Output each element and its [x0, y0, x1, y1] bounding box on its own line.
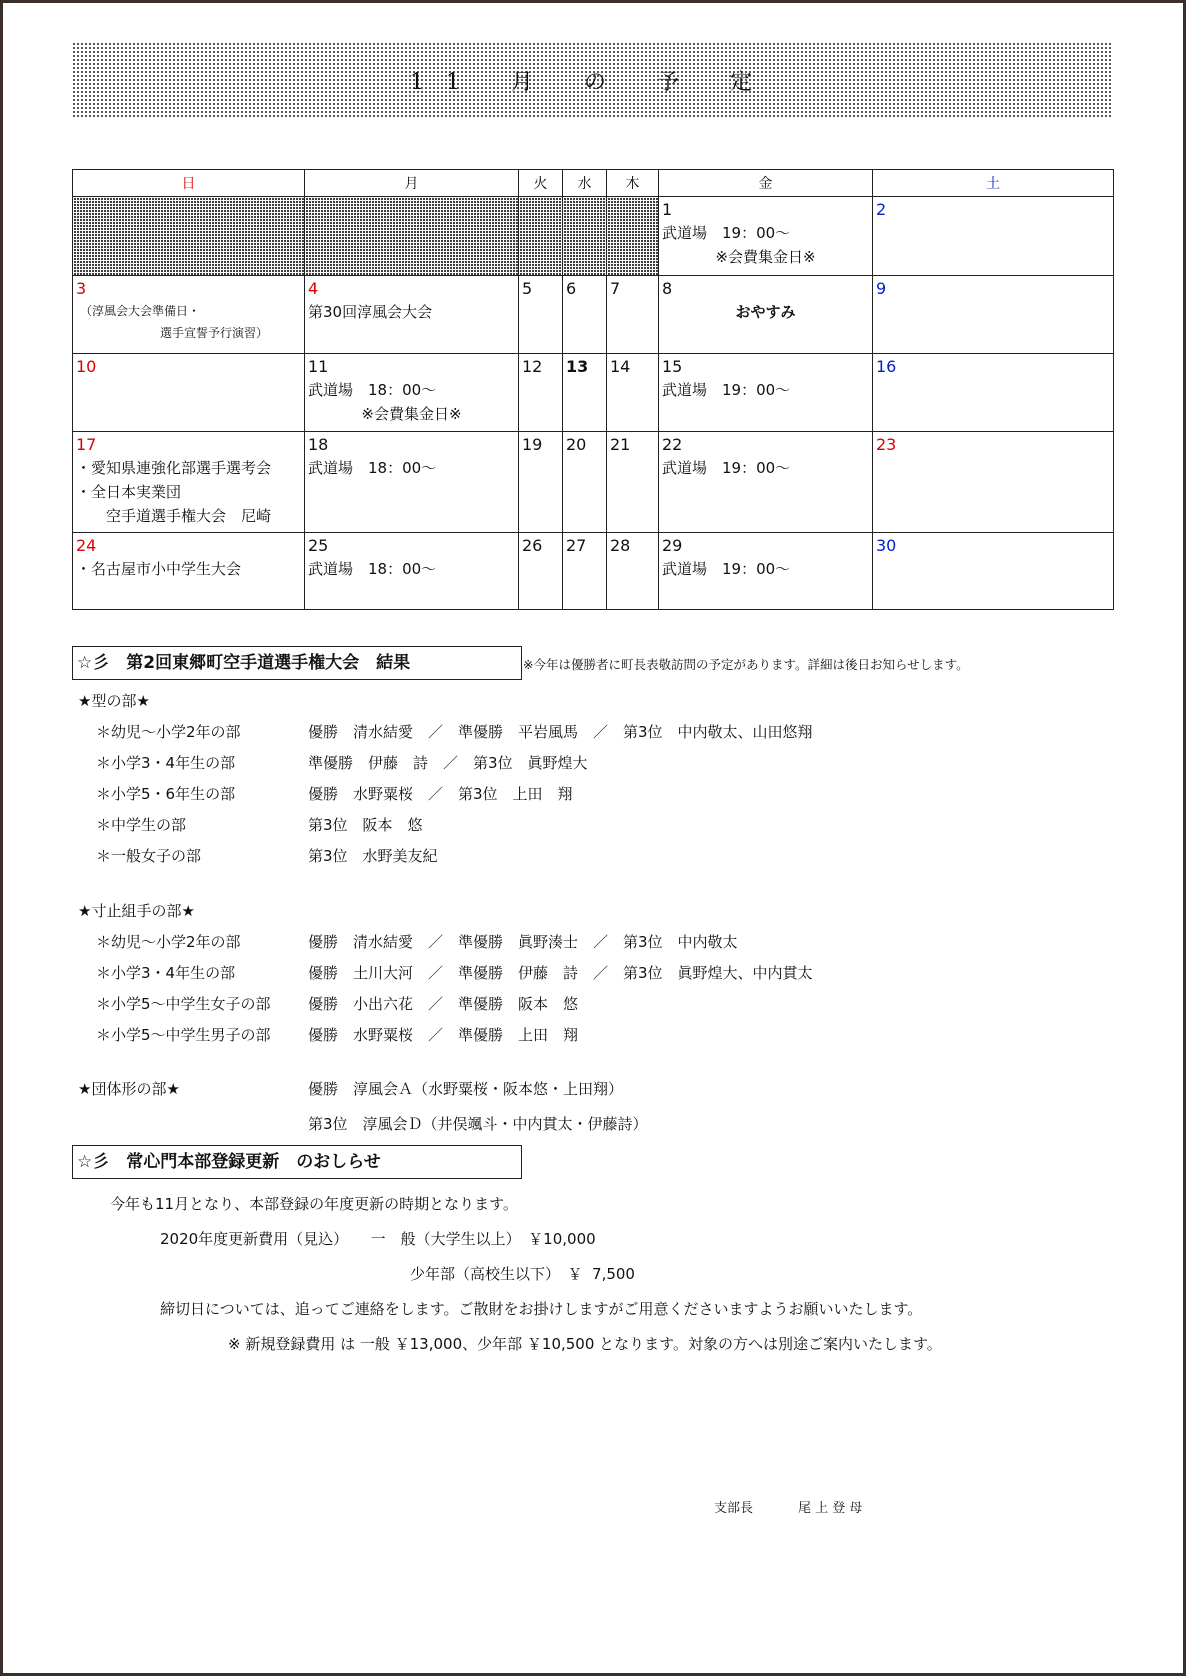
event-text: 武道場 18：00〜	[308, 560, 437, 578]
weekday-thu: 木	[607, 170, 659, 197]
result-text: 優勝 小出六花 ／ 準優勝 阪本 悠	[308, 995, 579, 1013]
day-cell	[73, 533, 305, 610]
empty-day-cell	[73, 197, 305, 276]
day-cell	[73, 354, 305, 432]
month-banner	[72, 42, 1112, 118]
day-number: 23	[876, 435, 897, 454]
day-cell	[659, 432, 873, 533]
day-number: 4	[308, 279, 319, 298]
weekday-wed: 水	[563, 170, 607, 197]
result-text: 優勝 水野粟桜 ／ 第3位 上田 翔	[308, 785, 573, 803]
day-cell	[305, 533, 519, 610]
category-label: ＊幼児〜小学2年の部	[96, 723, 241, 741]
event-text: （淳風会大会準備日・	[80, 304, 201, 318]
day-number: 10	[76, 357, 97, 376]
weekday-sat: 土	[873, 170, 1114, 197]
day-number: 29	[662, 536, 683, 555]
day-number: 21	[610, 435, 631, 454]
event-text: 空手道選手権大会 尼崎	[106, 507, 272, 525]
day-cell	[563, 354, 607, 432]
results-heading: ☆彡 第2回東郷町空手道選手権大会 結果	[72, 646, 522, 680]
notice-text: 締切日については、追ってご連絡をします。ご散財をお掛けしますがご用意くださいますようお願いいたします。	[160, 1300, 923, 1318]
day-cell	[607, 533, 659, 610]
weekday-tue: 火	[519, 170, 563, 197]
results-note: ※今年は優勝者に町長表敬訪問の予定があります。詳細は後日お知らせします。	[523, 657, 969, 672]
event-text: ・愛知県連強化部選手選考会	[76, 459, 272, 477]
event-text: 選手宣誓予行演習）	[160, 326, 269, 340]
day-number: 5	[522, 279, 533, 298]
category-label: ＊中学生の部	[96, 816, 187, 834]
day-number: 24	[76, 536, 97, 555]
result-text: 優勝 淳風会Ａ（水野粟桜・阪本悠・上田翔）	[308, 1080, 624, 1098]
day-number: 11	[308, 357, 329, 376]
result-text: 優勝 清水結愛 ／ 準優勝 眞野湊士 ／ 第3位 中内敬太	[308, 933, 738, 951]
day-cell	[607, 276, 659, 354]
category-label: ＊小学5〜中学生女子の部	[96, 995, 271, 1013]
event-text: 武道場 18：00〜	[308, 381, 437, 399]
day-number: 3	[76, 279, 87, 298]
day-cell	[873, 197, 1114, 276]
result-text: 優勝 水野粟桜 ／ 準優勝 上田 翔	[308, 1026, 579, 1044]
team-title: ★団体形の部★	[78, 1080, 180, 1098]
day-cell	[563, 276, 607, 354]
day-cell	[607, 432, 659, 533]
day-number: 19	[522, 435, 543, 454]
category-label: ＊小学3・4年生の部	[96, 964, 236, 982]
day-number: 1	[662, 200, 673, 219]
signer-role: 支部長	[714, 1501, 754, 1516]
calendar-table	[72, 169, 1114, 610]
day-number: 6	[566, 279, 577, 298]
day-cell	[519, 276, 563, 354]
day-number: 15	[662, 357, 683, 376]
day-cell	[873, 276, 1114, 354]
event-text: 武道場 19：00〜	[662, 224, 791, 242]
day-cell	[873, 354, 1114, 432]
weekday-mon: 月	[305, 170, 519, 197]
day-cell	[873, 432, 1114, 533]
day-cell	[659, 533, 873, 610]
empty-day-cell	[563, 197, 607, 276]
day-cell	[607, 354, 659, 432]
day-number: 2	[876, 200, 887, 219]
event-text: ・全日本実業団	[76, 483, 182, 501]
day-cell	[659, 197, 873, 276]
result-text: 準優勝 伊藤 詩 ／ 第3位 眞野煌大	[308, 754, 588, 772]
day-number: 17	[76, 435, 97, 454]
event-text: ・名古屋市小中学生大会	[76, 560, 242, 578]
event-text: 武道場 19：00〜	[662, 459, 791, 477]
day-number: 16	[876, 357, 897, 376]
banner-title: 11 月 の 予 定	[410, 69, 774, 95]
day-cell	[73, 432, 305, 533]
day-number: 9	[876, 279, 887, 298]
notice-text: 今年も11月となり、本部登録の年度更新の時期となります。	[110, 1195, 518, 1213]
notice-heading: ☆彡 常心門本部登録更新 のおしらせ	[72, 1145, 522, 1179]
category-label: ＊小学5〜中学生男子の部	[96, 1026, 271, 1044]
result-text: 第3位 水野美友紀	[308, 847, 438, 865]
result-text: 第3位 淳風会Ｄ（井俣颯斗・中内貫太・伊藤詩）	[308, 1115, 648, 1133]
day-number: 28	[610, 536, 631, 555]
day-number: 27	[566, 536, 587, 555]
event-text: 武道場 18：00〜	[308, 459, 437, 477]
event-text: おやすみ	[735, 303, 796, 321]
day-cell	[519, 533, 563, 610]
day-cell	[519, 354, 563, 432]
category-label: ＊幼児〜小学2年の部	[96, 933, 241, 951]
day-number: 25	[308, 536, 329, 555]
empty-day-cell	[305, 197, 519, 276]
day-cell	[563, 432, 607, 533]
day-number: 26	[522, 536, 543, 555]
category-label: ＊小学5・6年生の部	[96, 785, 236, 803]
day-number: 13	[566, 357, 589, 376]
signer-name: 尾 上 登 母	[798, 1501, 863, 1516]
event-text: 武道場 19：00〜	[662, 381, 791, 399]
day-number: 22	[662, 435, 683, 454]
day-cell	[305, 276, 519, 354]
notice-text: ※ 新規登録費用 は 一般 ￥13,000、少年部 ￥10,500 となります。対象の方へは別途ご案内いたします。	[228, 1335, 942, 1353]
day-number: 30	[876, 536, 897, 555]
day-cell	[873, 533, 1114, 610]
day-cell	[563, 533, 607, 610]
kumite-title: ★寸止組手の部★	[78, 902, 195, 920]
empty-day-cell	[519, 197, 563, 276]
day-cell	[73, 276, 305, 354]
day-number: 7	[610, 279, 621, 298]
result-text: 優勝 土川大河 ／ 準優勝 伊藤 詩 ／ 第3位 眞野煌大、中内貫太	[308, 964, 813, 982]
day-number: 20	[566, 435, 587, 454]
day-cell	[305, 432, 519, 533]
day-number: 18	[308, 435, 329, 454]
fee-line: 2020年度更新費用（見込） 一 般（大学生以上） ￥10,000	[160, 1230, 596, 1248]
result-text: 第3位 阪本 悠	[308, 816, 423, 834]
result-text: 優勝 清水結愛 ／ 準優勝 平岩風馬 ／ 第3位 中内敬太、山田悠翔	[308, 723, 813, 741]
day-number: 14	[610, 357, 631, 376]
day-cell	[305, 354, 519, 432]
category-label: ＊小学3・4年生の部	[96, 754, 236, 772]
kata-title: ★型の部★	[78, 692, 150, 710]
category-label: ＊一般女子の部	[96, 847, 202, 865]
empty-day-cell	[607, 197, 659, 276]
event-text: ※会費集金日※	[715, 248, 816, 266]
weekday-fri: 金	[659, 170, 873, 197]
weekday-sun: 日	[73, 170, 305, 197]
day-number: 12	[522, 357, 543, 376]
day-cell	[519, 432, 563, 533]
event-text: 第30回淳風会大会	[308, 303, 433, 321]
day-cell	[659, 354, 873, 432]
event-text: ※会費集金日※	[361, 405, 462, 423]
event-text: 武道場 19：00〜	[662, 560, 791, 578]
day-number: 8	[662, 279, 673, 298]
day-cell	[659, 276, 873, 354]
fee-line: 少年部（高校生以下） ￥ 7,500	[410, 1265, 635, 1283]
